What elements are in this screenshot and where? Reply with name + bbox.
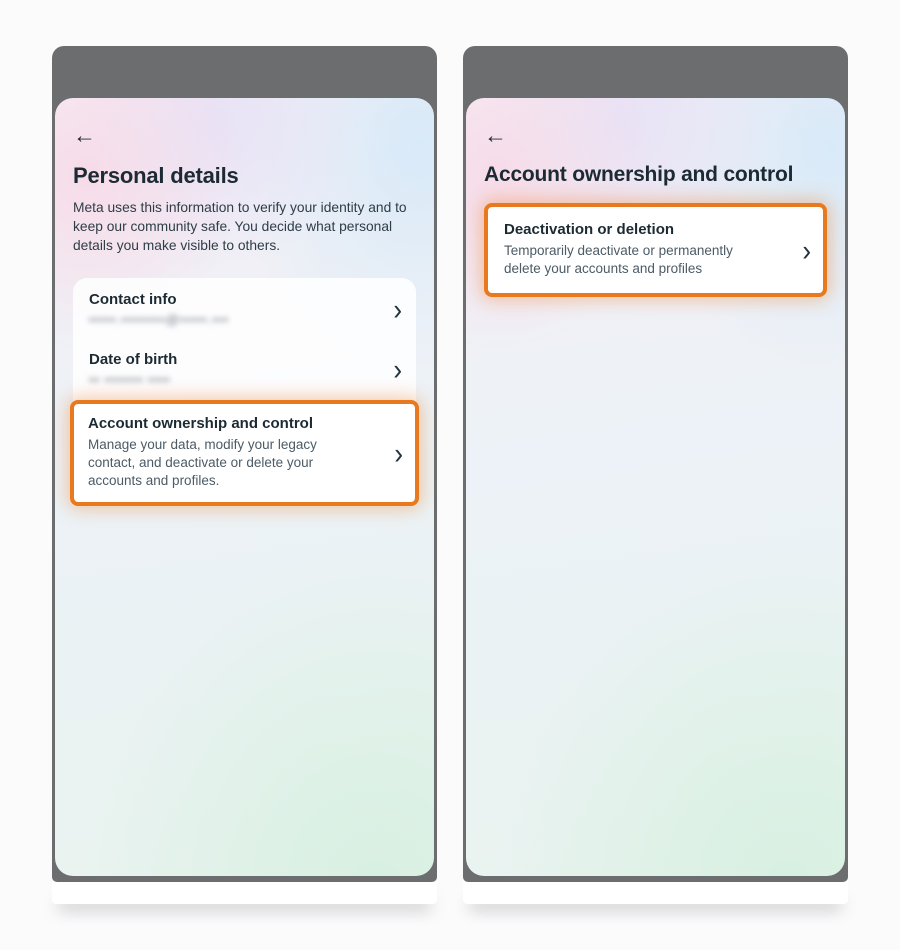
chevron-right-icon: ›: [802, 232, 811, 267]
settings-card: [73, 278, 416, 506]
tutorial-highlight-box: [484, 203, 827, 297]
list-item-deactivation-or-deletion[interactable]: [488, 207, 823, 293]
chevron-right-icon: ›: [393, 291, 402, 327]
list-item-description: Temporarily deactivate or permanently delete your accounts and profiles: [504, 243, 733, 276]
account-ownership-screen: [466, 98, 845, 876]
personal-details-screen: [55, 98, 434, 876]
list-item-description: Manage your data, modify your legacy contact, and deactivate or delete your accounts and profiles.: [88, 437, 317, 488]
redacted-date-value: •• ••••••• ••••: [89, 372, 171, 387]
settings-card: [488, 207, 823, 293]
page-title: Personal details: [73, 163, 239, 188]
back-arrow-icon[interactable]: ←: [484, 122, 507, 148]
redacted-email-value: •••••.••••••••@•••••.•••: [89, 312, 229, 327]
list-item-label: Contact info: [89, 291, 177, 308]
list-item-label: Date of birth: [89, 351, 178, 368]
phone-bottom-bar: [463, 882, 848, 904]
tutorial-highlight-box: [70, 400, 419, 506]
list-item-label: Account ownership and control: [88, 415, 314, 432]
phone-bottom-bar: [52, 882, 437, 904]
chevron-right-icon: ›: [394, 435, 403, 470]
back-arrow-icon[interactable]: ←: [73, 122, 96, 148]
list-item-account-ownership[interactable]: [74, 404, 415, 502]
list-item-contact-info[interactable]: [73, 278, 416, 338]
page-subtitle: Meta uses this information to verify your identity and to keep our community safe. You decide what personal details you make visible to others.: [73, 200, 407, 253]
chevron-right-icon: ›: [393, 351, 402, 387]
phone-mockup-personal-details: [52, 46, 437, 904]
page-title: Account ownership and control: [484, 163, 794, 186]
list-item-date-of-birth[interactable]: [73, 338, 416, 398]
phone-mockup-account-ownership: [463, 46, 848, 904]
list-item-label: Deactivation or deletion: [504, 221, 675, 238]
